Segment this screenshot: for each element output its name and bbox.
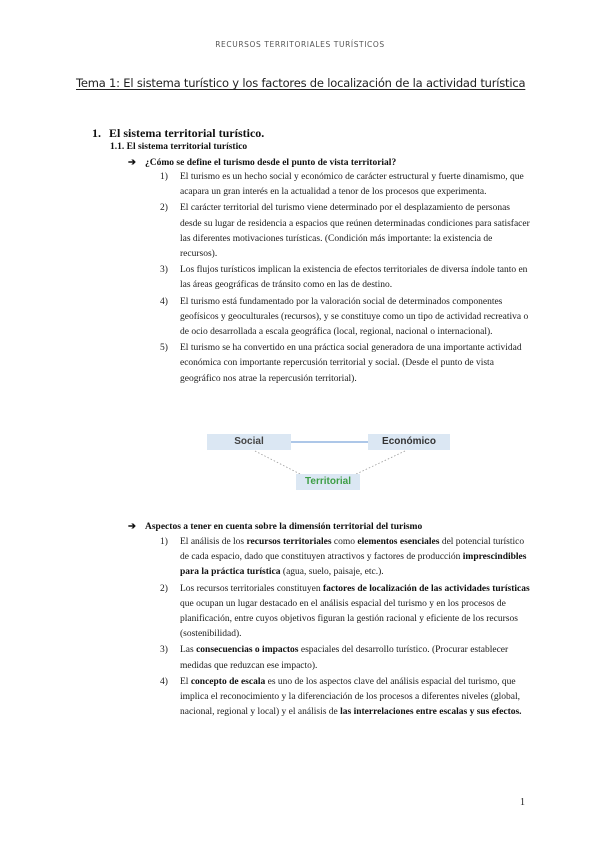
item-text: como	[331, 537, 358, 547]
item-text: Los recursos territoriales constituyen	[180, 583, 323, 594]
item-number: 4)	[160, 676, 168, 687]
question-text: ¿Cómo se define el turismo desde el punto de vista territorial?	[145, 158, 397, 168]
economico-box: Económico	[368, 434, 450, 450]
economico-territorial-line	[352, 451, 405, 476]
item-bold: concepto de escala	[190, 676, 266, 687]
chapter-title: Tema 1: El sistema turístico y los factores de localización de la actividad turística	[76, 76, 526, 90]
subsection-heading	[110, 142, 247, 152]
item-bold: elementos esenciales	[357, 537, 440, 547]
dimension-diagram	[200, 434, 436, 494]
item-bold: consecuencias o impactos	[196, 645, 299, 656]
item-text: El turismo se ha convertido en una práctica social generadora de una importante actividad económica con importante repercusión territorial y social. (Desde el punto de vista geográfico nos atrae la repercusión territorial).	[180, 343, 522, 384]
definition-list	[160, 170, 530, 388]
item-text: Las	[180, 645, 197, 656]
list-item	[160, 341, 530, 387]
section-number: 1.	[92, 126, 101, 140]
territorial-box: Territorial	[296, 474, 360, 490]
item-text: Los flujos turísticos implican la existencia de efectos territoriales de diversa índole tanto en las áreas geográficas de tránsito como en las de destino.	[180, 265, 528, 291]
social-box: Social	[207, 434, 291, 450]
item-number: 2)	[160, 583, 168, 594]
item-number: 1)	[160, 537, 168, 547]
arrow-right-icon: ➔	[128, 158, 136, 168]
item-text: (agua, suelo, paisaje, etc.).	[280, 567, 384, 578]
item-text: El análisis de los	[180, 537, 247, 547]
item-bold: las interrelaciones entre escalas y sus efectos.	[340, 707, 522, 718]
item-bold: factores de localización de las actividades turísticas	[323, 583, 530, 594]
item-text: del potencial turístico de cada espacio, dado que constituyen atractivos y factores de producción	[180, 537, 525, 563]
item-number: 5)	[160, 343, 168, 354]
subsection-title: El sistema territorial turístico	[126, 142, 248, 152]
item-text: El turismo es un hecho social y económico de carácter estructural y fuerte dinamismo, que acapara un gran interés en la actualidad a tenor de los procesos que experimenta.	[180, 172, 524, 198]
item-text: El	[180, 676, 191, 687]
list-item	[160, 535, 530, 581]
item-text: es uno de los aspectos clave del análisis espacial del turismo, que implica el reconocimiento y la diferenciación de los procesos a diferentes niveles (global, nacional, regional y local) y el análisis de	[180, 676, 521, 718]
item-number: 4)	[160, 296, 168, 307]
aspects-text: Aspectos a tener en cuenta sobre la dimensión territorial del turismo	[145, 522, 423, 532]
item-text: que ocupan un lugar destacado en el análisis espacial del turismo y en los procesos de planificación, entre cuyos objetivos figuran la gestión racional y eficiente de los recursos (sostenibilidad).	[180, 598, 518, 640]
item-text: El carácter territorial del turismo viene determinado por el desplazamiento de personas desde su lugar de residencia a espacios que reúnen determinadas condiciones para satisfacer las diferentes motivaciones turísticas. (Condición más importante: la existencia de recursos).	[180, 203, 530, 260]
item-number: 2)	[160, 203, 168, 214]
list-item	[160, 675, 530, 721]
list-item	[160, 170, 530, 200]
page-number: 1	[520, 797, 525, 808]
aspects-list	[160, 535, 530, 721]
item-number: 3)	[160, 645, 168, 656]
question-bullet	[128, 157, 396, 168]
aspects-bullet	[128, 521, 422, 532]
list-item	[160, 643, 530, 673]
item-bold: imprescindibles para la práctica turística	[180, 552, 527, 578]
item-text: El turismo está fundamentado por la valoración social de determinados componentes geofísicos y geoculturales (recursos), y se constituye como un tipo de actividad recreativa o de ocio desarrollada a escala geográfica (local, regional, nacional o internacional).	[180, 296, 529, 338]
item-number: 3)	[160, 265, 168, 276]
subsection-number: 1.1.	[110, 142, 125, 152]
list-item	[160, 263, 530, 293]
section-title: El sistema territorial turístico.	[109, 126, 265, 140]
item-number: 1)	[160, 172, 168, 182]
list-item	[160, 295, 530, 341]
item-bold: recursos territoriales	[246, 537, 332, 547]
social-territorial-line	[255, 451, 304, 476]
item-text: espaciales del desarrollo turístico. (Procurar establecer medidas que reduzcan ese impacto).	[180, 645, 509, 671]
list-item	[160, 201, 530, 262]
list-item	[160, 582, 530, 643]
arrow-right-icon: ➔	[128, 522, 136, 532]
running-header: RECURSOS TERRITORIALES TURÍSTICOS	[215, 40, 385, 49]
section-heading	[92, 126, 264, 141]
